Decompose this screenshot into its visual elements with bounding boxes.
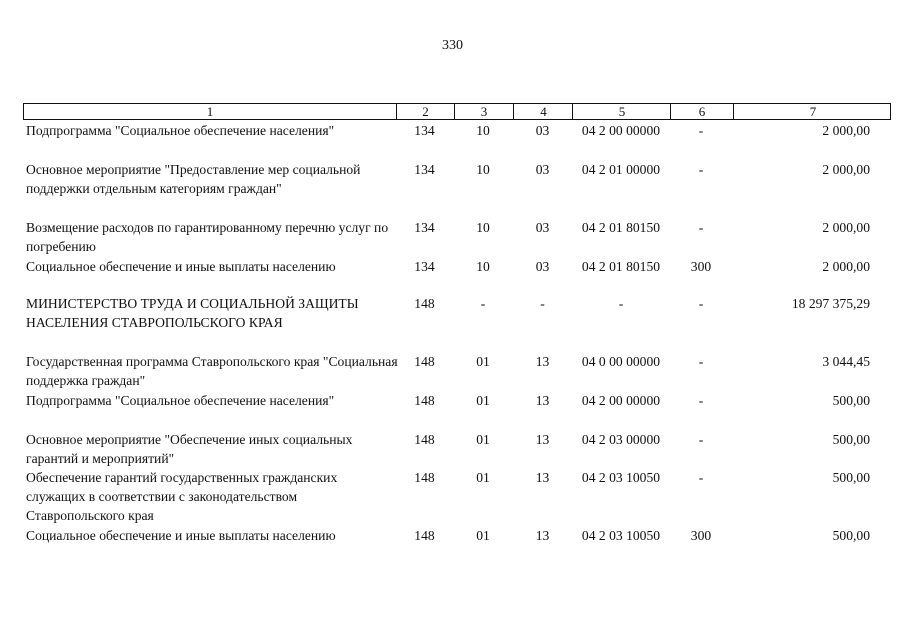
header-col-7: 7 — [733, 104, 892, 119]
row-name: Подпрограмма "Социальное обеспечение населения" — [26, 123, 335, 138]
row-col-7: 500,00 — [832, 432, 870, 447]
row-col-3: 10 — [476, 123, 490, 138]
row-col-4: 13 — [535, 470, 550, 485]
header-col-3: 3 — [454, 104, 513, 119]
row-col-6: - — [698, 220, 704, 235]
row-col-5: 04 2 03 10050 — [581, 528, 661, 543]
row-col-3: 01 — [476, 393, 490, 408]
row-col-6: - — [698, 470, 704, 485]
row-col-6: 300 — [690, 259, 712, 274]
row-col-3: 01 — [476, 354, 490, 369]
row-name: Основное мероприятие "Обеспечение иных социальных гарантий и мероприятий" — [26, 432, 353, 466]
row-col-7: 3 044,45 — [822, 354, 870, 369]
row-col-2: 148 — [414, 432, 435, 447]
row-col-7: 500,00 — [832, 528, 870, 543]
row-col-2: 148 — [414, 393, 435, 408]
row-col-3: 01 — [476, 528, 490, 543]
row-col-4: - — [540, 296, 545, 311]
header-col-4: 4 — [513, 104, 573, 119]
row-col-5: 04 2 00 00000 — [581, 393, 661, 408]
row-col-2: 148 — [414, 528, 435, 543]
row-col-5: 04 2 03 00000 — [581, 432, 661, 447]
row-col-4: 13 — [535, 432, 550, 447]
row-col-4: 13 — [535, 393, 550, 408]
row-col-4: 03 — [535, 123, 550, 138]
row-col-5: 04 2 01 80150 — [581, 220, 661, 235]
row-col-2: 148 — [414, 354, 435, 369]
row-col-5: 04 0 00 00000 — [581, 354, 661, 369]
row-col-5: 04 2 01 80150 — [581, 259, 661, 274]
row-col-6: - — [698, 432, 704, 447]
row-col-2: 148 — [414, 296, 435, 311]
row-col-4: 13 — [535, 528, 550, 543]
table-header — [23, 103, 891, 120]
row-col-5: - — [618, 296, 624, 311]
row-name: Основное мероприятие "Предоставление мер социальной поддержки отдельным категориям граждан" — [26, 162, 361, 196]
row-name: Социальное обеспечение и иные выплаты населению — [26, 259, 336, 274]
row-name: Подпрограмма "Социальное обеспечение населения" — [26, 393, 335, 408]
row-col-7: 2 000,00 — [822, 123, 870, 138]
row-col-5: 04 2 00 00000 — [581, 123, 661, 138]
row-col-5: 04 2 03 10050 — [581, 470, 661, 485]
row-col-4: 03 — [535, 220, 550, 235]
row-col-6: - — [698, 296, 704, 311]
row-col-5: 04 2 01 00000 — [581, 162, 661, 177]
row-col-4: 03 — [535, 162, 550, 177]
header-col-6: 6 — [670, 104, 733, 119]
header-col-1: 1 — [206, 104, 214, 119]
row-col-2: 134 — [414, 123, 435, 138]
row-col-2: 134 — [414, 162, 435, 177]
row-name: Государственная программа Ставропольского края "Социальная поддержка граждан" — [26, 354, 398, 388]
row-name: Возмещение расходов по гарантированному перечню услуг по погребению — [26, 220, 389, 254]
row-col-6: - — [698, 123, 704, 138]
page-number: 330 — [442, 38, 463, 53]
row-name: Социальное обеспечение и иные выплаты населению — [26, 528, 336, 543]
row-col-2: 148 — [414, 470, 435, 485]
header-col-5: 5 — [572, 104, 671, 119]
row-col-3: 01 — [476, 432, 490, 447]
header-col-2: 2 — [396, 104, 454, 119]
row-col-7: 500,00 — [832, 470, 870, 485]
row-name: МИНИСТЕРСТВО ТРУДА И СОЦИАЛЬНОЙ ЗАЩИТЫ НАСЕЛЕНИЯ СТАВРОПОЛЬСКОГО КРАЯ — [26, 296, 359, 330]
row-col-4: 03 — [535, 259, 550, 274]
row-col-2: 134 — [414, 220, 435, 235]
row-col-7: 2 000,00 — [822, 220, 870, 235]
row-col-4: 13 — [535, 354, 550, 369]
row-col-7: 18 297 375,29 — [791, 296, 870, 311]
row-col-7: 500,00 — [832, 393, 870, 408]
row-col-3: - — [480, 296, 486, 311]
row-col-6: - — [698, 354, 704, 369]
row-col-6: 300 — [690, 528, 712, 543]
row-col-7: 2 000,00 — [822, 259, 870, 274]
row-col-3: 10 — [476, 220, 490, 235]
row-col-6: - — [698, 162, 704, 177]
row-name: Обеспечение гарантий государственных гражданских служащих в соответствии с законодательством Ставропольского края — [26, 470, 338, 523]
row-col-7: 2 000,00 — [822, 162, 870, 177]
row-col-3: 01 — [476, 470, 490, 485]
row-col-3: 10 — [476, 259, 490, 274]
row-col-2: 134 — [414, 259, 435, 274]
row-col-6: - — [698, 393, 704, 408]
row-col-3: 10 — [476, 162, 490, 177]
